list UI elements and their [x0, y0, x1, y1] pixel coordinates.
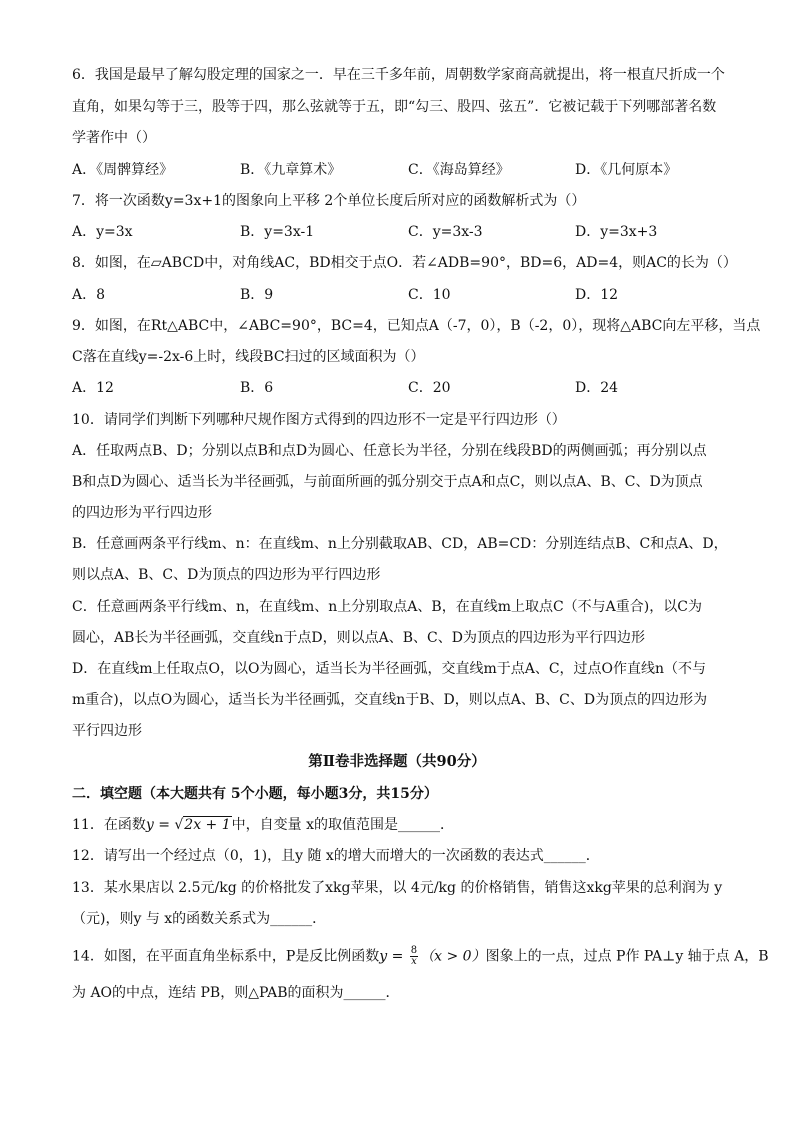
q8-line-1: 8．如图，在▱ABCD中，对角线AC，BD相交于点O．若∠ADB=90°，BD=6，AD=4，则AC的长为（） [72, 255, 737, 271]
q14-fraction-numerator: 8 [410, 945, 418, 956]
q8-option-a[interactable]: A．8 [72, 287, 106, 303]
q7-option-b[interactable]: B．y=3x-1 [240, 224, 315, 240]
part2-title: 第Ⅱ卷非选择题（共90分） [308, 753, 486, 770]
q10-option-a-line-3[interactable]: 的四边形为平行四边形 [72, 505, 212, 521]
q11-line [72, 815, 732, 835]
q10-option-b-line-1[interactable]: B．任意画两条平行线m、n：在直线m、n上分别截取AB、CD，AB=CD：分别连结点B、C和点A、D， [72, 536, 728, 552]
q8-option-b[interactable]: B．9 [240, 287, 274, 303]
q13-line-1: 13．某水果店以 2.5元/kg 的价格批发了xkg苹果，以 4元/kg 的价格销售，销售这xkg苹果的总利润为 y [72, 880, 723, 896]
q11-prefix: 11．在函数 [72, 817, 146, 833]
q14-fraction-denominator: x [411, 956, 417, 967]
q6-options [72, 160, 732, 180]
q9-line-2: C落在直线y=-2x-6上时，线段BC扫过的区域面积为（） [72, 349, 425, 365]
q10-option-d-line-3[interactable]: 平行四边形 [72, 723, 142, 739]
q10-option-c-line-2[interactable]: 圆心，AB长为半径画弧，交直线n于点D，则以点A、B、C、D为顶点的四边形为平行四边形 [72, 630, 645, 646]
q11-radicand: 2x + 1 [184, 817, 231, 833]
q8-options [72, 285, 732, 305]
q9-option-b[interactable]: B．6 [240, 380, 274, 396]
q6-option-d[interactable]: D．《几何原本》 [575, 162, 678, 178]
q6-option-a[interactable]: A．《周髀算经》 [72, 162, 174, 178]
q11-suffix: 中，自变量 x的取值范围是______． [231, 817, 454, 833]
q7-line-1: 7．将一次函数y=3x+1的图象向上平移 2个单位长度后所对应的函数解析式为（） [72, 193, 586, 209]
q10-line-1: 10．请同学们判断下列哪种尺规作图方式得到的四边形不一定是平行四边形（） [72, 412, 566, 428]
fill-section-title: 二．填空题（本大题共有 5个小题，每小题3分，共15分） [72, 786, 438, 802]
q14-line-2: 为 AO的中点，连结 PB，则△PAB的面积为______． [72, 985, 400, 1001]
q10-option-b-line-2[interactable]: 则以点A、B、C、D为顶点的四边形为平行四边形 [72, 567, 381, 583]
q9-option-d[interactable]: D．24 [575, 380, 619, 396]
q11-sqrt [174, 815, 231, 835]
q10-option-d-line-2[interactable]: m重合)，以点O为圆心，适当长为半径画弧，交直线n于B、D，则以点A、B、C、D为顶点的四边形为 [72, 692, 708, 708]
q11-formula-lhs: y = [145, 817, 175, 833]
q9-option-a[interactable]: A．12 [72, 380, 114, 396]
q9-options [72, 378, 732, 398]
q6-option-c[interactable]: C．《海岛算经》 [408, 162, 510, 178]
q12-line-1: 12．请写出一个经过点（0，1)，且y 随 x的增大而增大的一次函数的表达式______． [72, 848, 600, 864]
q14-prefix: 14．如图，在平面直角坐标系中，P是反比例函数 [72, 948, 380, 965]
q6-line-2: 直角，如果勾等于三，股等于四，那么弦就等于五，即“勾三、股四、弦五”．它被记载于下列哪部著名数 [72, 99, 717, 115]
q10-option-d-line-1[interactable]: D．在直线m上任取点O，以O为圆心，适当长为半径画弧，交直线m于点A、C，过点O作直线n（不与 [72, 661, 707, 677]
q14-line-1 [72, 945, 769, 967]
q8-option-c[interactable]: C．10 [408, 287, 451, 303]
q10-option-c-line-1[interactable]: C．任意画两条平行线m、n，在直线m、n上分别取点A、B，在直线m上取点C（不与A重合)，以C为 [72, 599, 702, 615]
q9-option-c[interactable]: C．20 [408, 380, 451, 396]
q9-line-1: 9．如图，在Rt△ABC中，∠ABC=90°，BC=4，已知点A（-7，0），B（-2，0），现将△ABC向左平移，当点 [72, 318, 761, 334]
q6-option-b[interactable]: B．《九章算术》 [240, 162, 342, 178]
q7-option-a[interactable]: A．y=3x [72, 224, 133, 240]
q10-option-a-line-1[interactable]: A．任取两点B、D；分别以点B和点D为圆心、任意长为半径，分别在线段BD的两侧画弧；再分别以点 [72, 443, 707, 459]
q6-line-3: 学著作中（） [72, 130, 156, 146]
q7-option-d[interactable]: D．y=3x+3 [575, 224, 658, 240]
q8-option-d[interactable]: D．12 [575, 287, 619, 303]
q7-option-c[interactable]: C．y=3x-3 [408, 224, 483, 240]
radical-icon: √ [174, 817, 184, 833]
q14-formula-lhs: y = [379, 948, 408, 965]
q14-fraction [410, 946, 418, 967]
q14-condition: （x > 0） [420, 948, 486, 965]
q10-option-a-line-2[interactable]: B和点D为圆心、适当长为半径画弧，与前面所画的弧分别交于点A和点C，则以点A、B、C、D为顶点 [72, 474, 703, 490]
q14-suffix: 图象上的一点，过点 P作 PA⊥y 轴于点 A，B [485, 948, 769, 965]
q7-options [72, 222, 732, 242]
q13-line-2: （元)，则y 与 x的函数关系式为______． [72, 911, 327, 927]
q6-line-1: 6．我国是最早了解勾股定理的国家之一．早在三千多年前，周朝数学家商高就提出，将一根直尺折成一个 [72, 67, 725, 83]
